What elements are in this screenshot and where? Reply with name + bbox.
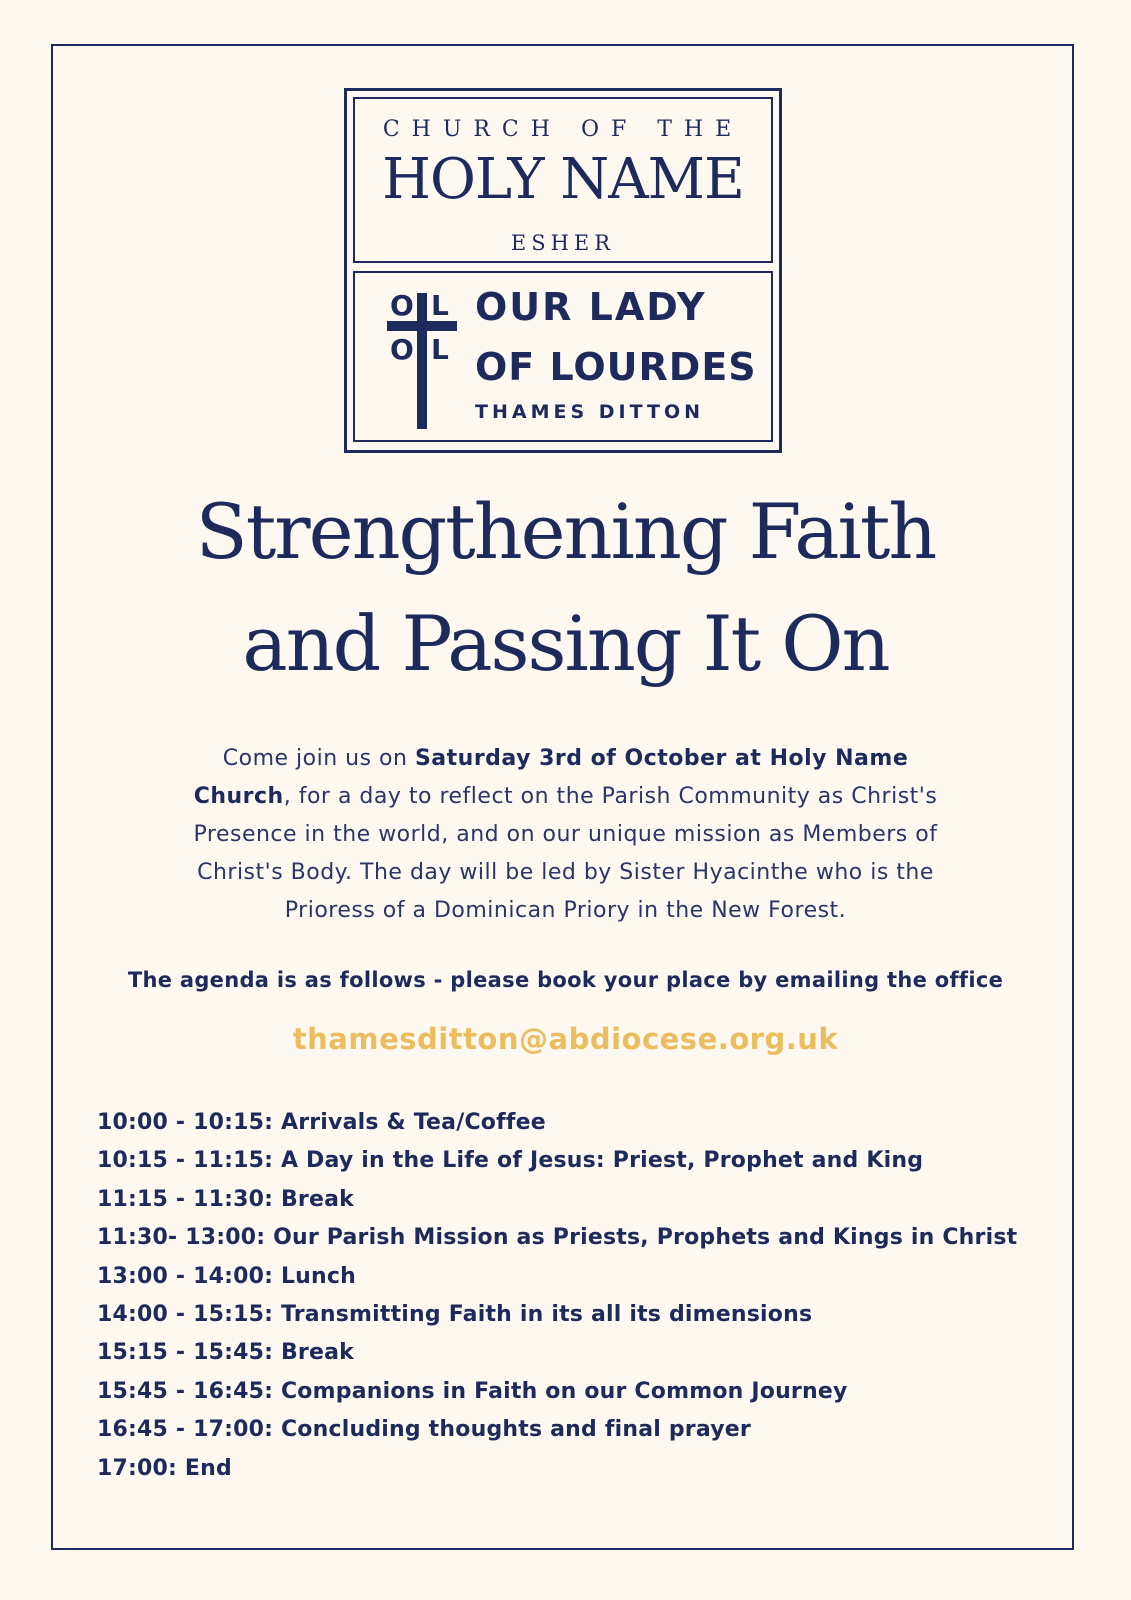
intro-date-location: Saturday 3rd of October at Holy Name Church: [193, 746, 909, 809]
intro-lead: Come join us on: [222, 746, 415, 771]
logo-our-lady-text: OUR LADY: [475, 285, 707, 329]
office-email-link[interactable]: thamesditton@abdiocese.org.uk: [292, 1022, 839, 1056]
headline-line-2: and Passing It On: [242, 599, 889, 688]
schedule-item: 11:15 - 11:30: Break: [97, 1186, 354, 1212]
schedule-item: 16:45 - 17:00: Concluding thoughts and final prayer: [97, 1417, 751, 1443]
mark-letter-l-bottom: L: [431, 333, 449, 366]
mark-letter-o-bottom: O: [390, 333, 414, 366]
headline-line-1: Strengthening Faith: [195, 487, 936, 576]
agenda-booking-note: The agenda is as follows - please book your place by emailing the office: [127, 968, 1004, 992]
agenda-schedule: [97, 1104, 1091, 1488]
parish-logo: [344, 88, 782, 453]
schedule-item: 14:00 - 15:15: Transmitting Faith in its all its dimensions: [97, 1302, 813, 1328]
mark-letter-l-top: L: [431, 289, 449, 322]
schedule-item: 10:00 - 10:15: Arrivals & Tea/Coffee: [97, 1110, 546, 1135]
mark-letter-o-top: O: [390, 289, 414, 322]
event-description: [180, 740, 951, 930]
schedule-item: 11:30- 13:00: Our Parish Mission as Priests, Prophets and Kings in Christ: [97, 1225, 1018, 1251]
schedule-item: 17:00: End: [97, 1455, 232, 1481]
logo-lourdes-text: OF LOURDES: [475, 345, 757, 389]
olol-cross-icon: [387, 283, 459, 433]
schedule-item: 15:15 - 15:45: Break: [97, 1340, 354, 1366]
event-headline: [60, 476, 1071, 700]
schedule-item: 10:15 - 11:15: A Day in the Life of Jesus: Priest, Prophet and King: [97, 1148, 924, 1174]
schedule-item: 13:00 - 14:00: Lunch: [97, 1263, 357, 1289]
intro-body: , for a day to reflect on the Parish Community as Christ's Presence in the world, and on our unique mission as Members of Christ's Body. The day will be led by Sister Hyacinthe who is the Prioress of a Dominican Priory in the New Forest.: [193, 784, 938, 923]
holy-name-logo-panel: [353, 97, 773, 263]
our-lady-logo-panel: [353, 271, 773, 442]
schedule-item: 15:45 - 16:45: Companions in Faith on our Common Journey: [97, 1378, 848, 1404]
logo-church-of-text: CHURCH OF THE: [382, 117, 744, 142]
logo-holy-name-text: HOLY NAME: [382, 147, 744, 212]
logo-esher-text: ESHER: [510, 231, 616, 255]
logo-thames-ditton-text: THAMES DITTON: [475, 401, 705, 423]
